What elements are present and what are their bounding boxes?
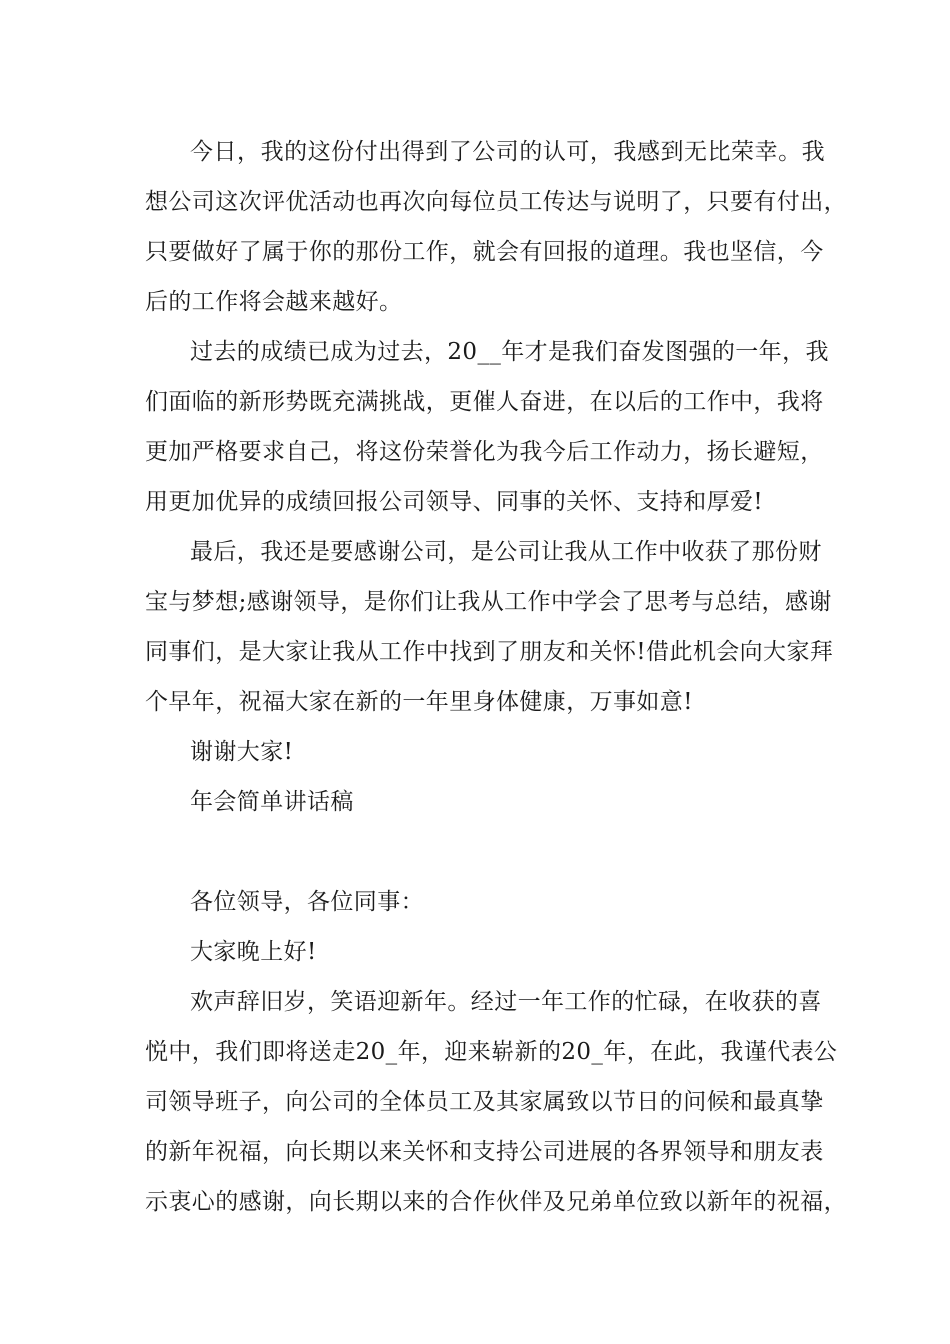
paragraph-line: 个早年，祝福大家在新的一年里身体健康，万事如意!: [145, 689, 693, 715]
paragraph-line: 想公司这次评优活动也再次向每位员工传达与说明了，只要有付出，: [145, 189, 847, 215]
paragraph-line: 同事们，是大家让我从工作中找到了朋友和关怀!借此机会向大家拜: [145, 639, 834, 665]
paragraph-line: 过去的成绩已成为过去，20__年才是我们奋发图强的一年，我: [190, 339, 829, 365]
paragraph-line: 谢谢大家!: [190, 739, 294, 765]
section-title: 年会简单讲话稿: [190, 789, 354, 815]
paragraph-line: 只要做好了属于你的那份工作，就会有回报的道理。我也坚信，今: [145, 239, 824, 265]
paragraph-line: 宝与梦想;感谢领导，是你们让我从工作中学会了思考与总结，感谢: [145, 589, 832, 615]
paragraph-line: 的新年祝福，向长期以来关怀和支持公司进展的各界领导和朋友表: [145, 1139, 824, 1165]
salutation: 各位领导，各位同事：: [190, 889, 424, 915]
paragraph-line: 悦中，我们即将送走20_年，迎来崭新的20_年，在此，我谨代表公: [145, 1039, 838, 1065]
paragraph-line: 后的工作将会越来越好。: [145, 289, 403, 315]
paragraph-line: 最后，我还是要感谢公司，是公司让我从工作中收获了那份财: [190, 539, 822, 565]
paragraph-line: 欢声辞旧岁，笑语迎新年。经过一年工作的忙碌，在收获的喜: [190, 989, 822, 1015]
paragraph-line: 更加严格要求自己，将这份荣誉化为我今后工作动力，扬长避短，: [145, 439, 824, 465]
paragraph-line: 们面临的新形势既充满挑战，更催人奋进，在以后的工作中，我将: [145, 389, 824, 415]
paragraph-line: 今日，我的这份付出得到了公司的认可，我感到无比荣幸。我: [190, 139, 825, 165]
paragraph-line: 用更加优异的成绩回报公司领导、同事的关怀、支持和厚爱!: [145, 489, 764, 515]
paragraph-line: 示衷心的感谢，向长期以来的合作伙伴及兄弟单位致以新年的祝福，: [145, 1189, 847, 1215]
paragraph-line: 司领导班子，向公司的全体员工及其家属致以节日的问候和最真挚: [145, 1089, 824, 1115]
greeting: 大家晚上好!: [190, 939, 317, 965]
